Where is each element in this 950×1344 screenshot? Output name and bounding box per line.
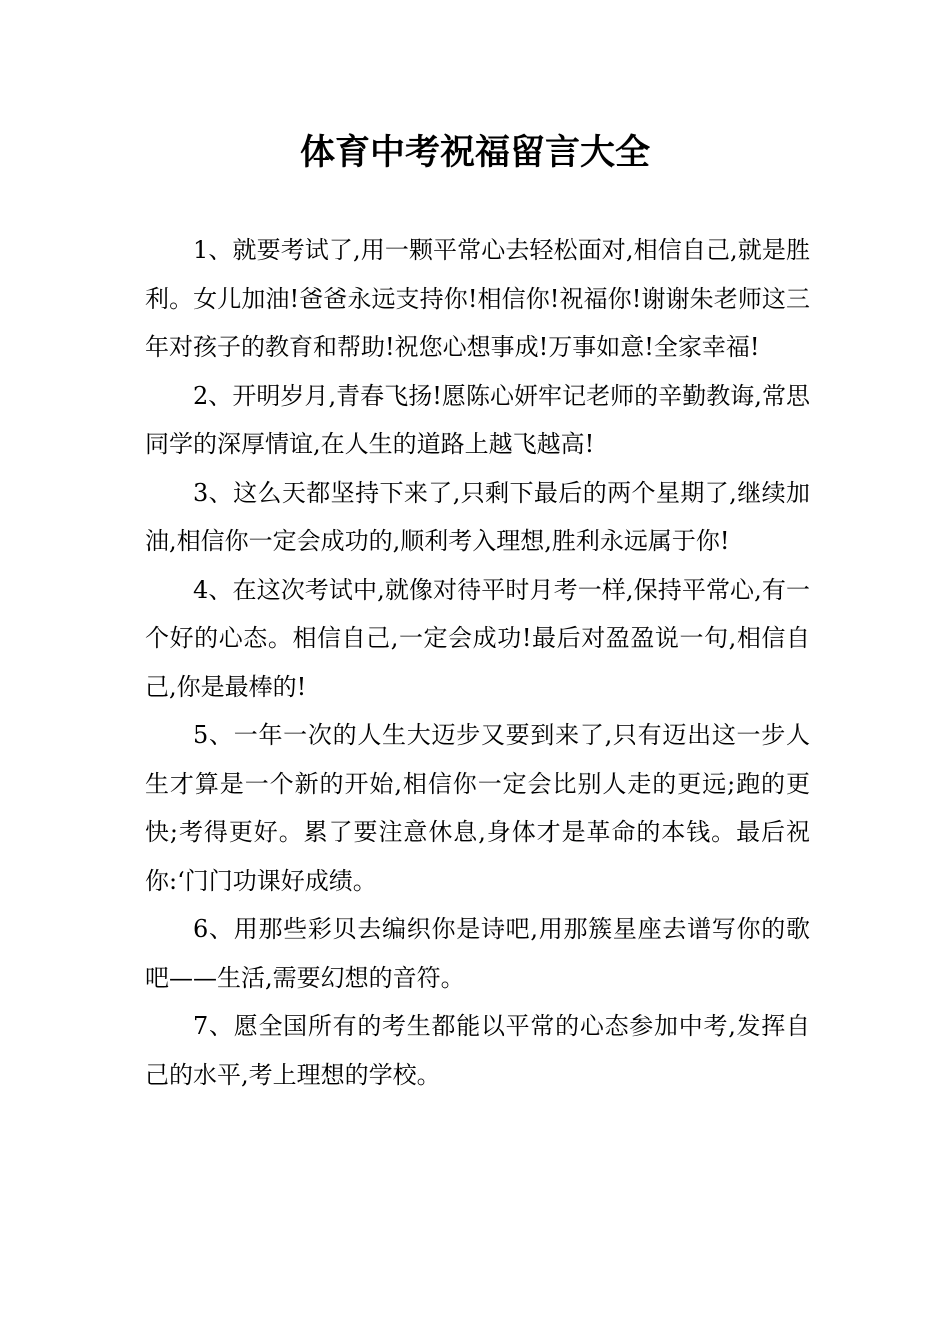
paragraph-3: 3、这么天都坚持下来了,只剩下最后的两个星期了,继续加油,相信你一定会成功的,顺利考入理想,胜利永远属于你! bbox=[145, 478, 810, 555]
document-title: 体育中考祝福留言大全 bbox=[299, 133, 650, 173]
paragraph-4: 4、在这次考试中,就像对待平时月考一样,保持平常心,有一个好的心态。相信自己,一定会成功!最后对盈盈说一句,相信自己,你是最棒的! bbox=[145, 575, 810, 701]
paragraph-2: 2、开明岁月,青春飞扬!愿陈心妍牢记老师的辛勤教诲,常思同学的深厚情谊,在人生的道路上越飞越高! bbox=[145, 381, 810, 458]
paragraph-7: 7、愿全国所有的考生都能以平常的心态参加中考,发挥自己的水平,考上理想的学校。 bbox=[145, 1012, 810, 1089]
paragraph-5: 5、一年一次的人生大迈步又要到来了,只有迈出这一步人生才算是一个新的开始,相信你一定会比别人走的更远;跑的更快;考得更好。累了要注意休息,身体才是革命的本钱。最后祝你:‘门门功课好成绩。 bbox=[145, 721, 810, 895]
paragraph-6: 6、用那些彩贝去编织你是诗吧,用那簇星座去谱写你的歌吧——生活,需要幻想的音符。 bbox=[145, 915, 810, 992]
document-body bbox=[145, 226, 810, 1099]
paragraph-1: 1、就要考试了,用一颗平常心去轻松面对,相信自己,就是胜利。女儿加油!爸爸永远支持你!相信你!祝福你!谢谢朱老师这三年对孩子的教育和帮助!祝您心想事成!万事如意!全家幸福! bbox=[145, 236, 810, 361]
